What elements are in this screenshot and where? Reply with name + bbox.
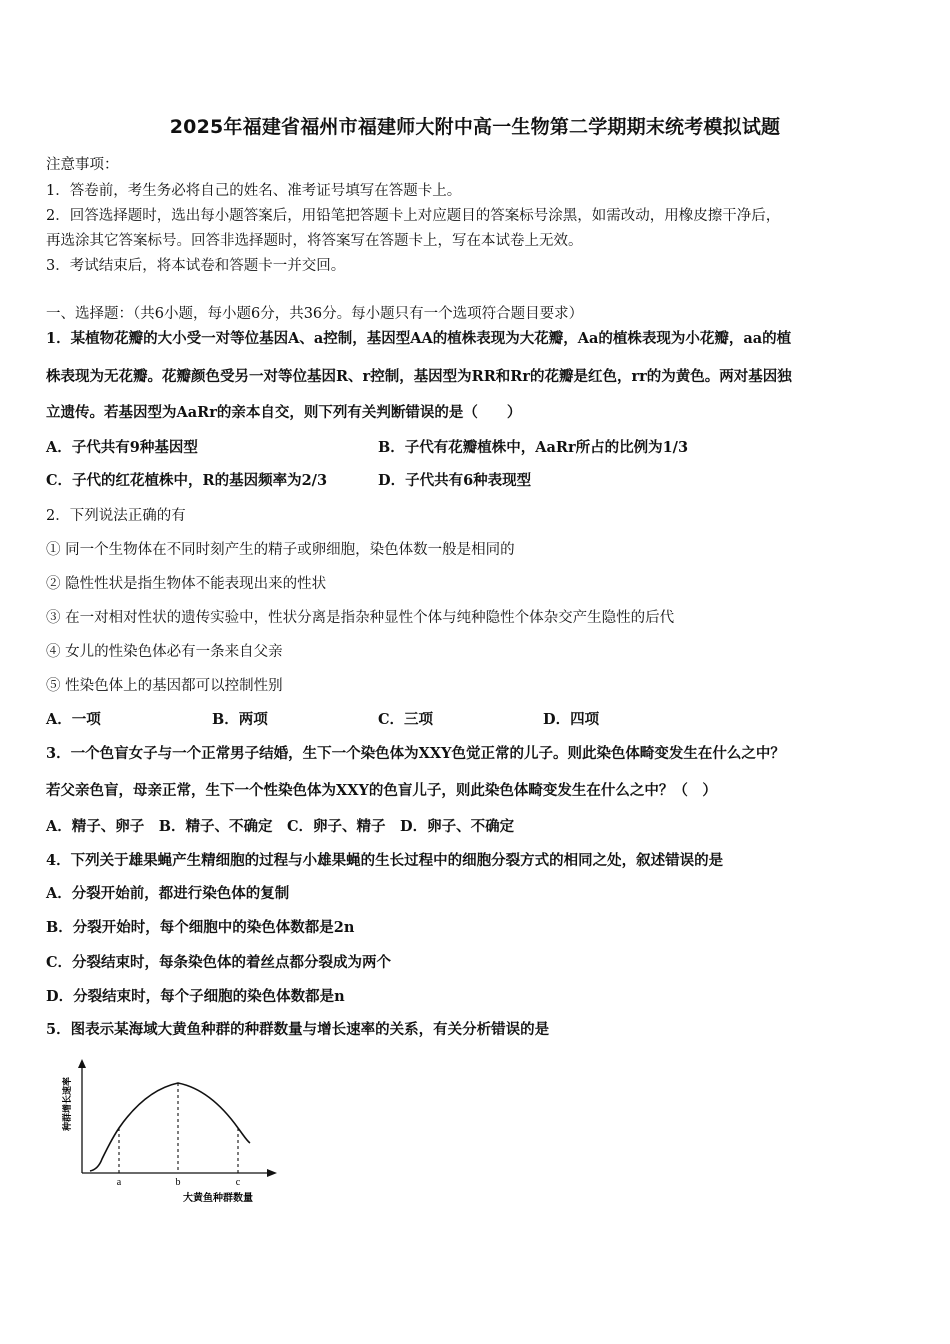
q4-option-c[interactable]: C．分裂结束时，每条染色体的着丝点都分裂成为两个 [46,954,392,971]
notice-item: 3．考试结束后，将本试卷和答题卡一并交回。 [46,258,346,274]
q4-stem: 4．下列关于雄果蝇产生精细胞的过程与小雄果蝇的生长过程中的细胞分裂方式的相同之处，叙述错误的是 [46,852,724,869]
x-tick-c: c [235,1177,241,1188]
q1-stem-line: 立遗传。若基因型为AaRr的亲本自交，则下列有关判断错误的是（ ） [46,404,522,421]
q4-option-d[interactable]: D．分裂结束时，每个子细胞的染色体数都是n [46,988,345,1005]
q2-stem: 2．下列说法正确的有 [46,508,186,524]
x-tick-a: a [116,1177,122,1188]
q1-stem-line: 株表现为无花瓣。花瓣颜色受另一对等位基因R、r控制，基因型为RR和Rr的花瓣是红色，rr的为黄色。两对基因独 [46,368,792,385]
section-heading: 一、选择题：（共6小题，每小题6分，共36分。每小题只有一个选项符合题目要求） [46,306,584,322]
q2-option-c[interactable]: C．三项 [378,711,434,728]
notice-heading: 注意事项： [46,157,119,173]
q4-option-b[interactable]: B．分裂开始时，每个细胞中的染色体数都是2n [46,919,355,936]
q2-item: ② 隐性性状是指生物体不能表现出来的性状 [46,576,327,592]
x-tick-b: b [175,1177,181,1188]
q5-growth-rate-figure [55,1055,285,1215]
q2-item: ③ 在一对相对性状的遗传实验中，性状分离是指杂种显性个体与纯种隐性个体杂交产生隐性的后代 [46,610,675,626]
growth-curve-svg [55,1055,285,1215]
q2-item: ④ 女儿的性染色体必有一条来自父亲 [46,644,283,660]
y-axis-label: 种群增长速率 [63,1076,73,1131]
q2-item: ① 同一个生物体在不同时刻产生的精子或卵细胞，染色体数一般是相同的 [46,542,515,558]
q1-stem-line: 1．某植物花瓣的大小受一对等位基因A、a控制，基因型AA的植株表现为大花瓣，Aa的植株表现为小花瓣，aa的植 [46,330,792,347]
x-axis-arrow [267,1169,277,1177]
q2-option-b[interactable]: B．两项 [212,711,268,728]
q3-stem-line: 若父亲色盲，母亲正常，生下一个性染色体为XXY的色盲儿子，则此染色体畸变发生在什么之中？（ ） [46,782,717,799]
growth-rate-curve [90,1083,250,1171]
x-axis-label: 大黄鱼种群数量 [183,1193,253,1204]
notice-item: 再选涂其它答案标号。回答非选择题时，将答案写在答题卡上，写在本试卷上无效。 [46,233,583,249]
q3-options[interactable]: A．精子、卵子 B．精子、不确定 C．卵子、精子 D．卵子、不确定 [46,818,515,835]
q1-option-d[interactable]: D．子代共有6种表现型 [378,472,532,489]
page-title: 2025年福建省福州市福建师大附中高一生物第二学期期末统考模拟试题 [169,116,781,138]
q1-option-c[interactable]: C．子代的红花植株中，R的基因频率为2/3 [46,472,328,489]
q5-stem: 5．图表示某海域大黄鱼种群的种群数量与增长速率的关系，有关分析错误的是 [46,1021,550,1038]
q4-option-a[interactable]: A．分裂开始前，都进行染色体的复制 [46,885,290,902]
q3-stem-line: 3．一个色盲女子与一个正常男子结婚，生下一个染色体为XXY色觉正常的儿子。则此染色体畸变发生在什么之中？ [46,745,785,762]
q2-item: ⑤ 性染色体上的基因都可以控制性别 [46,678,283,694]
q1-option-a[interactable]: A．子代共有9种基因型 [46,439,198,456]
notice-item: 1．答卷前，考生务必将自己的姓名、准考证号填写在答题卡上。 [46,183,462,199]
y-axis-arrow [78,1059,86,1068]
notice-item: 2．回答选择题时，选出每小题答案后，用铅笔把答题卡上对应题目的答案标号涂黑，如需改动，用橡皮擦干净后， [46,208,781,224]
q2-option-a[interactable]: A．一项 [46,711,101,728]
q1-option-b[interactable]: B．子代有花瓣植株中，AaRr所占的比例为1/3 [378,439,689,456]
q2-option-d[interactable]: D．四项 [543,711,600,728]
